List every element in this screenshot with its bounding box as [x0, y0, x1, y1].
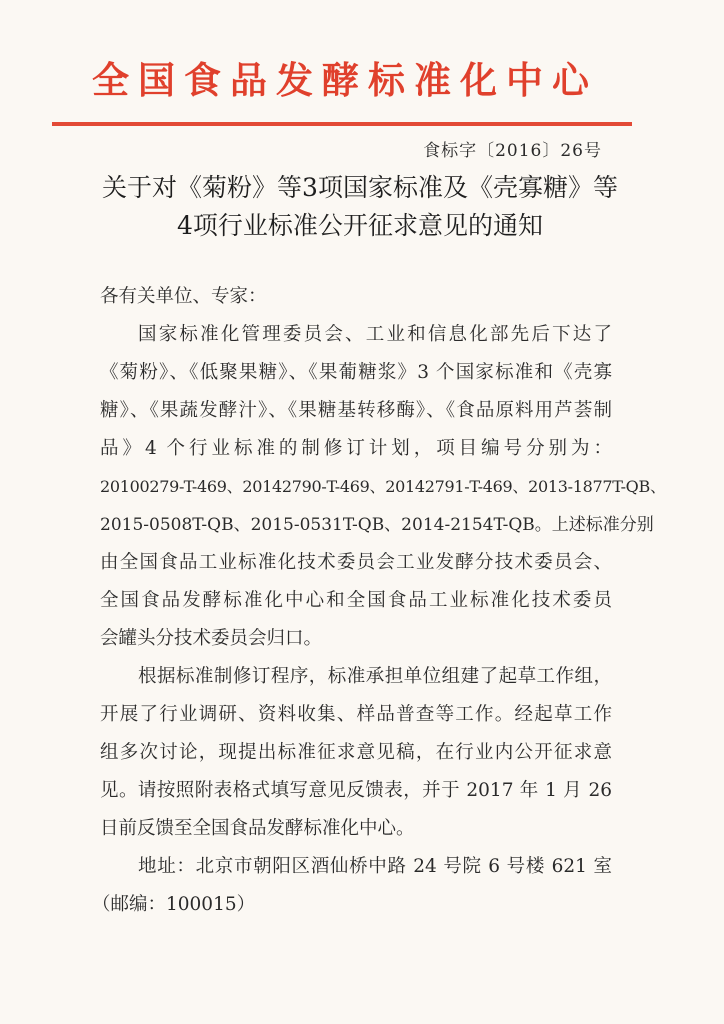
document-number: 食标字〔2016〕26号 [423, 141, 602, 161]
address: 地址：北京市朝阳区酒仙桥中路 24 号院 6 号楼 621 室 [138, 856, 612, 877]
paragraph-1-line: 由全国食品工业标准化技术委员会工业发酵分技术委员会、 [100, 552, 612, 573]
red-divider [52, 122, 632, 126]
paragraph-1-line: 2015-0508T-QB、2015-0531T-QB、2014-2154T-QB。上述标准分别 [100, 515, 654, 535]
paragraph-1-line: 糖》、《果蔬发酵汁》、《果糖基转移酶》、《食品原料用芦荟制 [100, 400, 612, 421]
postcode: （邮编：100015） [92, 894, 256, 915]
paragraph-1-line: 品》4 个行业标准的制修订计划，项目编号分别为： [100, 438, 612, 459]
paragraph-1-line: 国家标准化管理委员会、工业和信息化部先后下达了 [138, 324, 612, 345]
paragraph-1-line: 20100279-T-469、20142790-T-469、20142791-T-469、2013-1877T-QB、 [100, 477, 666, 496]
notice-title-line-2: 4项行业标准公开征求意见的通知 [177, 211, 543, 240]
paragraph-2-line: 日前反馈至全国食品发酵标准化中心。 [100, 818, 415, 839]
notice-title-line-1: 关于对《菊粉》等3项国家标准及《壳寡糖》等 [102, 173, 618, 202]
organization-header: 全国食品发酵标准化中心 [92, 58, 598, 102]
paragraph-2-line: 开展了行业调研、资料收集、样品普查等工作。经起草工作 [100, 704, 612, 725]
paragraph-2-line: 组多次讨论，现提出标准征求意见稿，在行业内公开征求意 [100, 742, 612, 763]
paragraph-1-line: 全国食品发酵标准化中心和全国食品工业标准化技术委员 [100, 590, 612, 611]
paragraph-2-line: 根据标准制修订程序，标准承担单位组建了起草工作组， [138, 666, 612, 687]
paragraph-1-line: 《菊粉》、《低聚果糖》、《果葡糖浆》3 个国家标准和《壳寡 [100, 362, 612, 383]
paragraph-1-line: 会罐头分技术委员会归口。 [100, 628, 323, 649]
salutation: 各有关单位、专家： [100, 286, 267, 307]
paragraph-2-line: 见。请按照附表格式填写意见反馈表，并于 2017 年 1 月 26 [100, 780, 612, 801]
